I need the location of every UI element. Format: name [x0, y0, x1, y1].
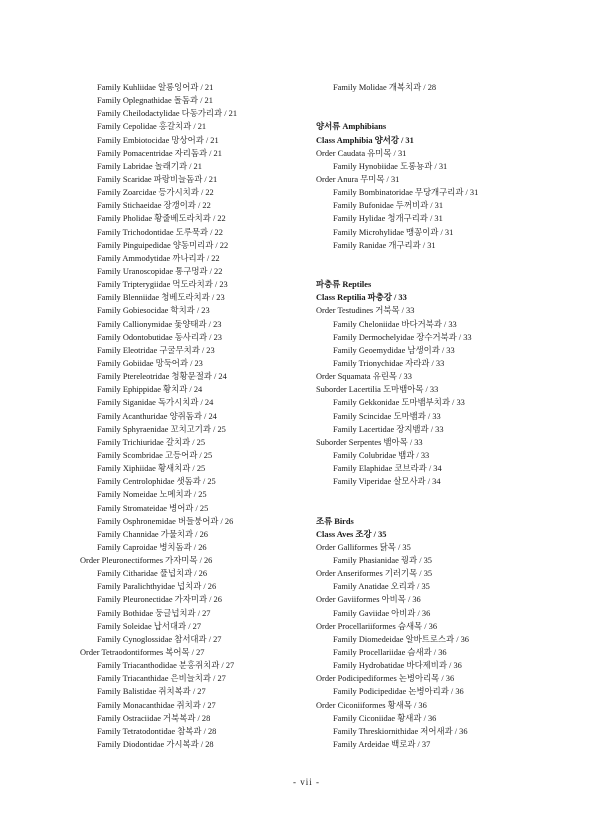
toc-family-entry: Family Hynobiidae 도롱뇽과 / 31	[333, 161, 448, 171]
toc-family-entry: Family Viperidae 살모사과 / 34	[333, 477, 441, 487]
toc-spacer	[316, 502, 556, 515]
toc-order-entry: Order Testudines 거북목 / 33	[316, 306, 415, 316]
toc-spacer	[316, 265, 556, 278]
toc-family-entry: Family Callionymidae 돛양태과 / 23	[97, 319, 222, 329]
toc-family-entry: Family Scaridae 파랑비늘돔과 / 21	[97, 174, 218, 184]
toc-family-entry: Family Molidae 개복치과 / 28	[333, 83, 437, 92]
toc-family-entry: Family Pleuronectidae 가자미과 / 26	[97, 595, 222, 605]
toc-order-entry: Order Gaviiformes 아비목 / 36	[316, 595, 421, 605]
toc-column-right	[316, 81, 556, 751]
toc-family-entry: Family Cheloniidae 바다거북과 / 33	[333, 319, 457, 329]
toc-section-heading: 양서류 Amphibians	[316, 122, 387, 132]
toc-family-entry: Family Ephippidae 황치과 / 24	[97, 385, 203, 395]
toc-family-entry: Family Phasianidae 꿩과 / 35	[333, 556, 432, 566]
toc-spacer	[316, 488, 556, 501]
toc-family-entry: Family Ostraciidae 거북복과 / 28	[97, 713, 211, 723]
toc-section-heading: Class Aves 조강 / 35	[316, 529, 387, 539]
toc-column-left	[80, 81, 310, 751]
toc-family-entry: Family Triacanthodidae 분홍쥐치과 / 27	[97, 661, 235, 671]
toc-family-entry: Family Trionychidae 자라과 / 33	[333, 358, 445, 368]
toc-family-entry: Family Nomeidae 노메치과 / 25	[97, 490, 207, 500]
toc-family-entry: Family Citharidae 풀넙치과 / 26	[97, 569, 208, 579]
toc-order-entry: Suborder Lacertilia 도마뱀아목 / 33	[316, 385, 439, 395]
toc-family-entry: Family Kuhliidae 알롱잉어과 / 21	[97, 83, 214, 92]
toc-family-entry: Family Caproidae 병치돔과 / 26	[97, 542, 207, 552]
toc-family-entry: Family Lacertidae 장지뱀과 / 33	[333, 424, 444, 434]
toc-order-entry: Order Tetraodontiformes 복어목 / 27	[80, 648, 205, 658]
toc-family-entry: Family Acanthuridae 양쥐돔과 / 24	[97, 411, 217, 421]
toc-family-entry: Family Diodontidae 가시복과 / 28	[97, 740, 214, 750]
toc-family-entry: Family Pholidae 황줄베도라치과 / 22	[97, 214, 226, 224]
toc-family-entry: Family Gobiesocidae 학치과 / 23	[97, 306, 210, 316]
toc-order-entry: Order Galliformes 닭목 / 35	[316, 542, 411, 552]
toc-family-entry: Family Hylidae 청개구리과 / 31	[333, 214, 443, 224]
toc-family-entry: Family Gekkonidae 도마뱀부치과 / 33	[333, 398, 465, 408]
toc-family-entry: Family Trichodontidae 도루묵과 / 22	[97, 227, 223, 237]
toc-spacer	[316, 252, 556, 265]
toc-family-entry: Family Dermochelyidae 장수거북과 / 33	[333, 332, 472, 342]
toc-family-entry: Family Geoemydidae 남생이과 / 33	[333, 345, 455, 355]
toc-family-entry: Family Scombridae 고등어과 / 25	[97, 450, 213, 460]
toc-family-entry: Family Gobiidae 망둑어과 / 23	[97, 358, 203, 368]
toc-spacer	[316, 107, 556, 120]
toc-family-entry: Family Ranidae 개구리과 / 31	[333, 240, 436, 250]
toc-family-entry: Family Diomedeidae 알바트로스과 / 36	[333, 634, 469, 644]
toc-order-entry: Order Procellariiformes 슴새목 / 36	[316, 621, 438, 631]
toc-family-entry: Family Cepolidae 홍갈치과 / 21	[97, 122, 207, 132]
toc-family-entry: Family Xiphiidae 황새치과 / 25	[97, 464, 206, 474]
toc-family-entry: Family Channidae 가물치과 / 26	[97, 529, 208, 539]
page-number: - vii -	[293, 777, 320, 787]
toc-family-entry: Family Triacanthidae 은비늘치과 / 27	[97, 674, 226, 684]
toc-family-entry: Family Uranoscopidae 통구멍과 / 22	[97, 266, 223, 276]
toc-family-entry: Family Eleotridae 구굴무치과 / 23	[97, 345, 215, 355]
toc-family-entry: Family Labridae 놀래기과 / 21	[97, 161, 202, 171]
toc-section-heading: 파충류 Reptiles	[316, 280, 372, 290]
toc-family-entry: Family Anatidae 오리과 / 35	[333, 582, 430, 592]
toc-order-entry: Suborder Serpentes 뱀아목 / 33	[316, 437, 423, 447]
toc-order-entry: Order Pleuronectiformes 가자미목 / 26	[80, 556, 213, 566]
toc-order-entry: Order Anura 무미목 / 31	[316, 174, 400, 184]
toc-family-entry: Family Bombinatoridae 무당개구리과 / 31	[333, 188, 479, 198]
toc-family-entry: Family Siganidae 독가시치과 / 24	[97, 398, 214, 408]
toc-order-entry: Order Caudata 유미목 / 31	[316, 148, 407, 158]
toc-section-heading: Class Amphibia 양서강 / 31	[316, 135, 414, 145]
toc-family-entry: Family Soleidae 납서대과 / 27	[97, 621, 202, 631]
toc-family-entry: Family Blenniidae 청베도라치과 / 23	[97, 293, 225, 303]
toc-family-entry: Family Bothidae 둥글넙치과 / 27	[97, 608, 211, 618]
toc-family-entry: Family Elaphidae 코브라과 / 34	[333, 464, 442, 474]
toc-family-entry: Family Cynoglossidae 참서대과 / 27	[97, 634, 222, 644]
toc-family-entry: Family Ptereleotridae 청황문절과 / 24	[97, 372, 227, 382]
toc-family-entry: Family Balistidae 쥐치복과 / 27	[97, 687, 206, 697]
toc-family-entry: Family Hydrobatidae 바다제비과 / 36	[333, 661, 462, 671]
toc-family-entry: Family Gaviidae 아비과 / 36	[333, 608, 431, 618]
toc-family-entry: Family Monacanthidae 쥐치과 / 27	[97, 700, 216, 710]
toc-family-entry: Family Threskiornithidae 저어새과 / 36	[333, 726, 468, 736]
toc-family-entry: Family Cheilodactylidae 다동가리과 / 21	[97, 109, 238, 119]
toc-family-entry: Family Scincidae 도마뱀과 / 33	[333, 411, 441, 421]
toc-family-entry: Family Stichaeidae 장갱이과 / 22	[97, 201, 211, 211]
toc-family-entry: Family Podicipedidae 논병아리과 / 36	[333, 687, 464, 697]
toc-family-entry: Family Paralichthyidae 넙치과 / 26	[97, 582, 217, 592]
toc-spacer	[316, 94, 556, 107]
toc-family-entry: Family Bufonidae 두꺼비과 / 31	[333, 201, 444, 211]
toc-order-entry: Order Anseriformes 기러기목 / 35	[316, 569, 433, 579]
toc-family-entry: Family Colubridae 뱀과 / 33	[333, 450, 430, 460]
toc-family-entry: Family Microhylidae 맹꽁이과 / 31	[333, 227, 454, 237]
toc-family-entry: Family Tetratodontidae 참복과 / 28	[97, 726, 217, 736]
toc-family-entry: Family Stromateidae 병어과 / 25	[97, 503, 209, 513]
toc-family-entry: Family Pomacentridae 자리돔과 / 21	[97, 148, 222, 158]
toc-family-entry: Family Ammodytidae 까나리과 / 22	[97, 253, 220, 263]
toc-family-entry: Family Ardeidae 백로과 / 37	[333, 740, 431, 750]
toc-family-entry: Family Trichiuridae 갈치과 / 25	[97, 437, 206, 447]
toc-family-entry: Family Zoarcidae 등가시치과 / 22	[97, 188, 214, 198]
toc-section-heading: Class Reptilia 파충강 / 33	[316, 293, 407, 303]
toc-family-entry: Family Odontobutidae 동사리과 / 23	[97, 332, 222, 342]
toc-family-entry: Family Tripterygiidae 먹도라치과 / 23	[97, 280, 228, 290]
toc-family-entry: Family Oplegnathidae 돌돔과 / 21	[97, 96, 213, 106]
toc-section-heading: 조류 Birds	[316, 516, 354, 526]
toc-family-entry: Family Embiotocidae 망상어과 / 21	[97, 135, 219, 145]
toc-family-entry: Family Ciconiidae 황새과 / 36	[333, 713, 437, 723]
toc-family-entry: Family Centrolophidae 샛돔과 / 25	[97, 477, 216, 487]
toc-family-entry: Family Pinguipedidae 양동미리과 / 22	[97, 240, 229, 250]
toc-family-entry: Family Osphronemidae 버들붕어과 / 26	[97, 516, 234, 526]
toc-order-entry: Order Squamata 유린목 / 33	[316, 372, 412, 382]
toc-order-entry: Order Podicipediformes 논병아리목 / 36	[316, 674, 455, 684]
toc-order-entry: Order Ciconiiformes 황새목 / 36	[316, 700, 427, 710]
toc-family-entry: Family Sphyraenidae 꼬치고기과 / 25	[97, 424, 226, 434]
toc-family-entry: Family Procellariidae 슴새과 / 36	[333, 648, 447, 658]
